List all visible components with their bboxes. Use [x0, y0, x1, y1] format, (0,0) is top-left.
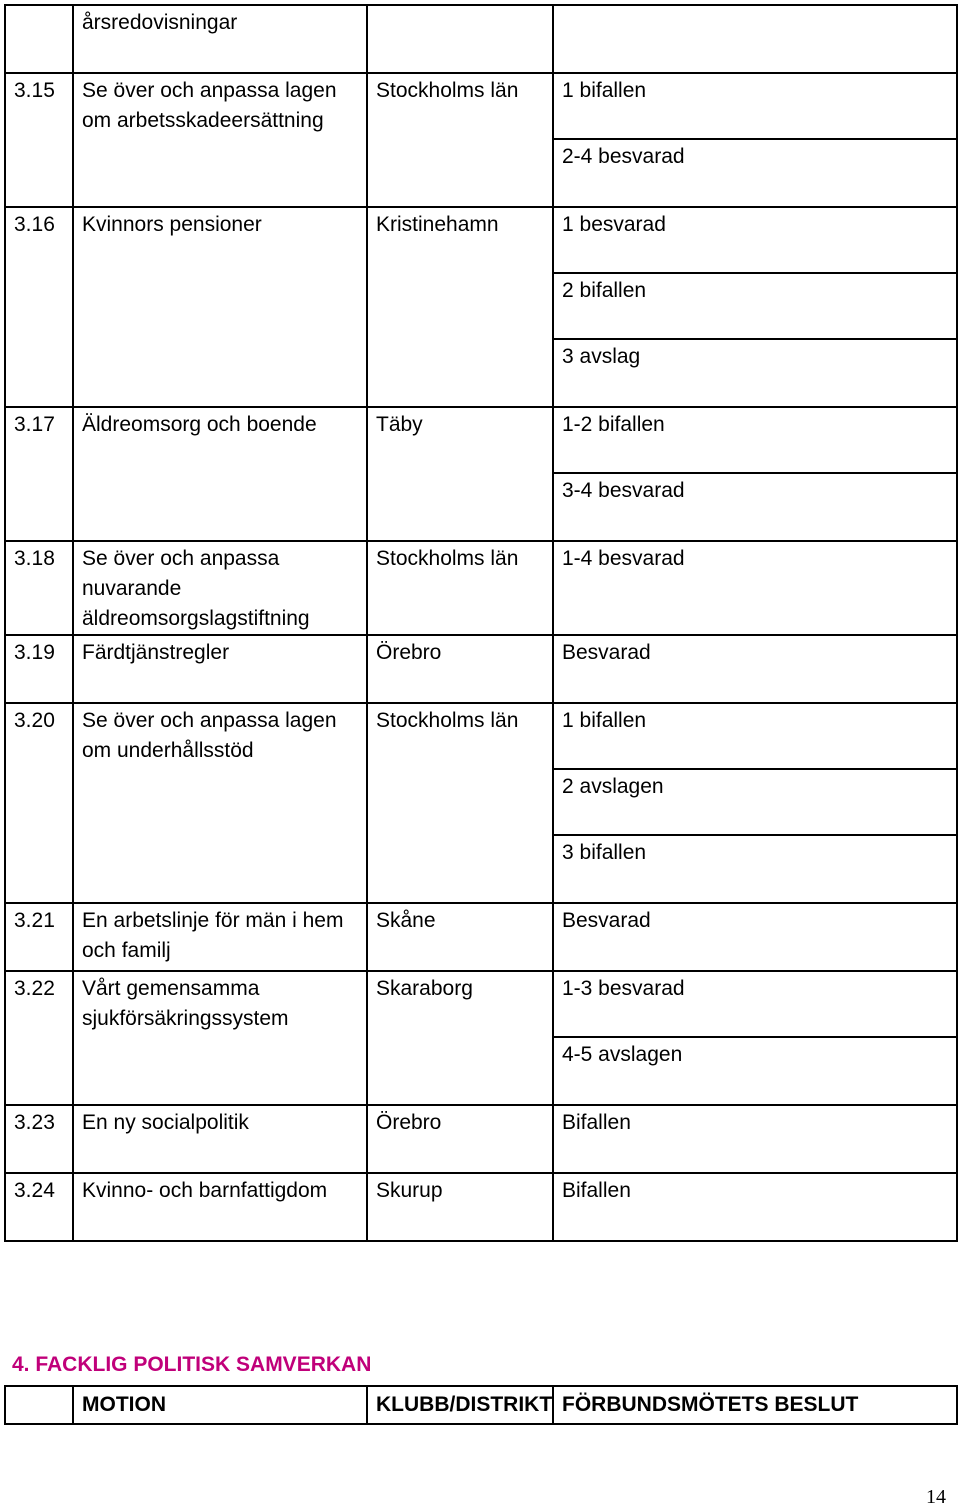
- decision-item: 3 bifallen: [562, 841, 647, 864]
- motion-number: 3.21: [5, 903, 73, 971]
- decision-item: [554, 6, 956, 72]
- motion-decisions: [553, 903, 957, 971]
- header-decision: FÖRBUNDSMÖTETS BESLUT: [553, 1386, 957, 1424]
- decision-item: 1-3 besvarad: [554, 972, 956, 1038]
- decision-item: 1-2 bifallen: [554, 408, 956, 474]
- decision-item: 1 besvarad: [554, 208, 956, 274]
- motion-district: Skaraborg: [367, 971, 553, 1105]
- motion-number: 3.15: [5, 73, 73, 207]
- motion-title: Vårt gemensamma sjukförsäkringssystem: [73, 971, 367, 1105]
- motion-title: årsredovisningar: [73, 5, 367, 73]
- motion-decisions: [553, 541, 957, 635]
- decision-item: 1 bifallen: [554, 74, 956, 140]
- decision-item: Bifallen: [562, 1179, 631, 1202]
- motion-district: Kristinehamn: [367, 207, 553, 407]
- motion-decisions: [553, 407, 957, 541]
- motion-title: Se över och anpassa lagen om arbetsskadeersättning: [73, 73, 367, 207]
- table-row: [5, 635, 957, 703]
- motion-district: Stockholms län: [367, 73, 553, 207]
- motion-district: Stockholms län: [367, 703, 553, 903]
- motion-decisions: [553, 207, 957, 407]
- motion-decisions: [553, 5, 957, 73]
- motion-title: En ny socialpolitik: [73, 1105, 367, 1173]
- motions-table-body: [5, 5, 957, 1241]
- motion-number: 3.24: [5, 1173, 73, 1241]
- section-header-table: [4, 1385, 958, 1425]
- motion-title: Se över och anpassa nuvarande äldreomsorgslagstiftning: [73, 541, 367, 635]
- motion-district: Örebro: [367, 635, 553, 703]
- motion-decisions: [553, 703, 957, 903]
- motion-district: Örebro: [367, 1105, 553, 1173]
- motion-number: 3.19: [5, 635, 73, 703]
- table-row: [5, 971, 957, 1105]
- decision-item: 1-4 besvarad: [562, 547, 685, 570]
- header-row: [5, 1386, 957, 1424]
- header-motion: MOTION: [73, 1386, 367, 1424]
- motion-decisions: [553, 971, 957, 1105]
- decision-item: 1 bifallen: [554, 704, 956, 770]
- motion-decisions: [553, 1173, 957, 1241]
- motion-title: Kvinno- och barnfattigdom: [73, 1173, 367, 1241]
- motion-title: Kvinnors pensioner: [73, 207, 367, 407]
- motion-district: Skurup: [367, 1173, 553, 1241]
- table-row: [5, 1173, 957, 1241]
- decision-item: Besvarad: [562, 909, 651, 932]
- motion-title: Se över och anpassa lagen om underhållsstöd: [73, 703, 367, 903]
- motion-district: Stockholms län: [367, 541, 553, 635]
- motion-number: [5, 5, 73, 73]
- motion-title: En arbetslinje för män i hem och familj: [73, 903, 367, 971]
- table-row: [5, 1105, 957, 1173]
- table-row: [5, 207, 957, 407]
- decision-item: Bifallen: [562, 1111, 631, 1134]
- motion-decisions: [553, 1105, 957, 1173]
- motion-title: Äldreomsorg och boende: [73, 407, 367, 541]
- header-num: [5, 1386, 73, 1424]
- section-title: 4. FACKLIG POLITISK SAMVERKAN: [12, 1353, 372, 1376]
- table-row: [5, 407, 957, 541]
- table-row: [5, 5, 957, 73]
- motion-district: [367, 5, 553, 73]
- decision-item: 3 avslag: [562, 345, 641, 368]
- table-row: [5, 73, 957, 207]
- header-district: KLUBB/DISTRIKT: [367, 1386, 553, 1424]
- motion-number: 3.18: [5, 541, 73, 635]
- motion-number: 3.16: [5, 207, 73, 407]
- motion-district: Skåne: [367, 903, 553, 971]
- page-number: 14: [926, 1486, 946, 1508]
- decision-item: 3-4 besvarad: [562, 479, 685, 502]
- decision-item: 4-5 avslagen: [562, 1043, 683, 1066]
- table-row: [5, 703, 957, 903]
- motion-number: 3.23: [5, 1105, 73, 1173]
- motion-decisions: [553, 73, 957, 207]
- motion-district: Täby: [367, 407, 553, 541]
- motion-number: 3.17: [5, 407, 73, 541]
- table-row: [5, 903, 957, 971]
- decision-item: Besvarad: [562, 641, 651, 664]
- table-row: [5, 541, 957, 635]
- decision-item: 2 avslagen: [554, 770, 956, 836]
- motion-title: Färdtjänstregler: [73, 635, 367, 703]
- motion-number: 3.22: [5, 971, 73, 1105]
- motions-table: [4, 4, 958, 1242]
- motion-number: 3.20: [5, 703, 73, 903]
- decision-item: 2 bifallen: [554, 274, 956, 340]
- decision-item: 2-4 besvarad: [562, 145, 685, 168]
- motion-decisions: [553, 635, 957, 703]
